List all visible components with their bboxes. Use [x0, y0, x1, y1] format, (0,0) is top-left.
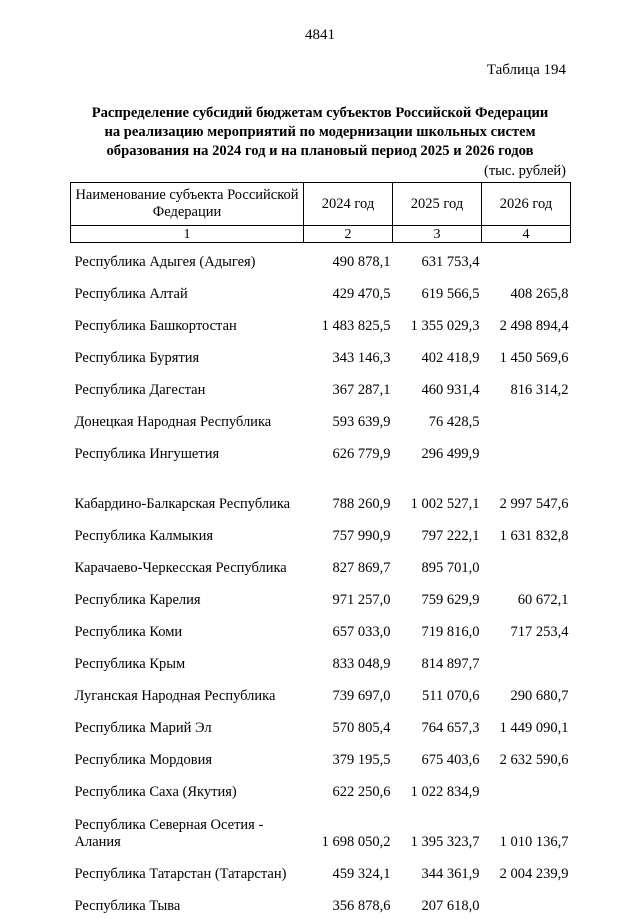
- subject-name-cell: Республика Карелия: [71, 581, 304, 613]
- table-row: [71, 339, 571, 371]
- value-2026-cell: [482, 645, 571, 677]
- subject-name-cell: Республика Саха (Якутия): [71, 773, 304, 805]
- value-2024-cell: 593 639,9: [304, 403, 393, 435]
- value-2026-cell: [482, 887, 571, 919]
- value-2025-cell: 759 629,9: [393, 581, 482, 613]
- table-row: [71, 549, 571, 581]
- value-2025-cell: 1 022 834,9: [393, 773, 482, 805]
- value-2025-cell: 207 618,0: [393, 887, 482, 919]
- subject-name-cell: Республика Дагестан: [71, 371, 304, 403]
- subject-name-cell: Республика Алтай: [71, 275, 304, 307]
- value-2024-cell: 459 324,1: [304, 855, 393, 887]
- value-2025-cell: 296 499,9: [393, 435, 482, 467]
- value-2024-cell: 827 869,7: [304, 549, 393, 581]
- table-row: [71, 307, 571, 339]
- subject-name-cell: Республика Адыгея (Адыгея): [71, 243, 304, 276]
- subject-name-cell: Республика Татарстан (Татарстан): [71, 855, 304, 887]
- subject-name-cell: Республика Марий Эл: [71, 709, 304, 741]
- value-2024-cell: 570 805,4: [304, 709, 393, 741]
- value-2024-cell: 343 146,3: [304, 339, 393, 371]
- title-line: Распределение субсидий бюджетам субъектов Российской Федерации: [60, 104, 580, 123]
- value-2024-cell: 429 470,5: [304, 275, 393, 307]
- value-2025-cell: 631 753,4: [393, 243, 482, 276]
- table-body: [71, 243, 571, 919]
- table-row: [71, 741, 571, 773]
- subject-name-cell: Донецкая Народная Республика: [71, 403, 304, 435]
- subject-name-cell: Республика Ингушетия: [71, 435, 304, 467]
- value-2025-cell: 797 222,1: [393, 517, 482, 549]
- table-row: [71, 887, 571, 919]
- value-2026-cell: 1 631 832,8: [482, 517, 571, 549]
- value-2024-cell: 788 260,9: [304, 467, 393, 517]
- value-2024-cell: 490 878,1: [304, 243, 393, 276]
- value-2025-cell: 719 816,0: [393, 613, 482, 645]
- table-row: [71, 243, 571, 276]
- value-2024-cell: 379 195,5: [304, 741, 393, 773]
- table-label: Таблица 194: [487, 62, 566, 79]
- column-number-row: [71, 226, 571, 243]
- subject-name-cell: Республика Мордовия: [71, 741, 304, 773]
- table-row: [71, 677, 571, 709]
- value-2026-cell: 2 632 590,6: [482, 741, 571, 773]
- table-row: [71, 855, 571, 887]
- value-2026-cell: 717 253,4: [482, 613, 571, 645]
- subject-name-cell: Республика Коми: [71, 613, 304, 645]
- value-2025-cell: 814 897,7: [393, 645, 482, 677]
- header-subject-name: Наименование субъекта Российской Федерации: [71, 183, 304, 226]
- value-2026-cell: 1 450 569,6: [482, 339, 571, 371]
- value-2026-cell: 2 004 239,9: [482, 855, 571, 887]
- value-2024-cell: 356 878,6: [304, 887, 393, 919]
- value-2024-cell: 833 048,9: [304, 645, 393, 677]
- value-2026-cell: 60 672,1: [482, 581, 571, 613]
- subject-name-cell: Луганская Народная Республика: [71, 677, 304, 709]
- table-row: [71, 805, 571, 855]
- table-row: [71, 645, 571, 677]
- value-2025-cell: 764 657,3: [393, 709, 482, 741]
- header-2025: 2025 год: [393, 183, 482, 226]
- page-number: 4841: [0, 27, 640, 44]
- header-2024: 2024 год: [304, 183, 393, 226]
- value-2024-cell: 971 257,0: [304, 581, 393, 613]
- value-2024-cell: 657 033,0: [304, 613, 393, 645]
- value-2026-cell: 1 010 136,7: [482, 805, 571, 855]
- table-row: [71, 403, 571, 435]
- value-2024-cell: 739 697,0: [304, 677, 393, 709]
- table-row: [71, 613, 571, 645]
- subject-name-cell: Республика Крым: [71, 645, 304, 677]
- value-2024-cell: 626 779,9: [304, 435, 393, 467]
- document-title: [60, 104, 580, 161]
- subject-name-cell: Республика Бурятия: [71, 339, 304, 371]
- value-2025-cell: 402 418,9: [393, 339, 482, 371]
- value-2026-cell: 408 265,8: [482, 275, 571, 307]
- value-2025-cell: 76 428,5: [393, 403, 482, 435]
- value-2026-cell: 1 449 090,1: [482, 709, 571, 741]
- value-2026-cell: 290 680,7: [482, 677, 571, 709]
- column-number: 4: [482, 226, 571, 243]
- subject-name-cell: Карачаево-Черкесская Республика: [71, 549, 304, 581]
- value-2026-cell: 2 498 894,4: [482, 307, 571, 339]
- table-row: [71, 709, 571, 741]
- table-header-row: [71, 183, 571, 226]
- value-2026-cell: [482, 549, 571, 581]
- units-label: (тыс. рублей): [484, 163, 566, 180]
- value-2025-cell: 1 355 029,3: [393, 307, 482, 339]
- table-row: [71, 517, 571, 549]
- value-2026-cell: [482, 243, 571, 276]
- header-2026: 2026 год: [482, 183, 571, 226]
- value-2025-cell: 344 361,9: [393, 855, 482, 887]
- column-number: 1: [71, 226, 304, 243]
- subject-name-cell: Республика Калмыкия: [71, 517, 304, 549]
- title-line: на реализацию мероприятий по модернизации школьных систем: [60, 123, 580, 142]
- value-2025-cell: 895 701,0: [393, 549, 482, 581]
- value-2025-cell: 619 566,5: [393, 275, 482, 307]
- subject-name-cell: Кабардино-Балкарская Республика: [71, 467, 304, 517]
- table-row: [71, 275, 571, 307]
- value-2024-cell: 622 250,6: [304, 773, 393, 805]
- subject-name-cell: Республика Башкортостан: [71, 307, 304, 339]
- table-row: [71, 581, 571, 613]
- subsidy-table: [70, 182, 571, 919]
- value-2026-cell: [482, 403, 571, 435]
- subject-name-cell: Республика Северная Осетия - Алания: [71, 805, 304, 855]
- value-2026-cell: [482, 435, 571, 467]
- table-row: [71, 371, 571, 403]
- value-2026-cell: 2 997 547,6: [482, 467, 571, 517]
- value-2025-cell: 1 002 527,1: [393, 467, 482, 517]
- value-2024-cell: 367 287,1: [304, 371, 393, 403]
- value-2025-cell: 675 403,6: [393, 741, 482, 773]
- table-row: [71, 467, 571, 517]
- value-2026-cell: [482, 773, 571, 805]
- column-number: 2: [304, 226, 393, 243]
- value-2026-cell: 816 314,2: [482, 371, 571, 403]
- value-2025-cell: 460 931,4: [393, 371, 482, 403]
- value-2025-cell: 511 070,6: [393, 677, 482, 709]
- value-2025-cell: 1 395 323,7: [393, 805, 482, 855]
- table-row: [71, 773, 571, 805]
- title-line: образования на 2024 год и на плановый период 2025 и 2026 годов: [60, 142, 580, 161]
- value-2024-cell: 1 483 825,5: [304, 307, 393, 339]
- subject-name-cell: Республика Тыва: [71, 887, 304, 919]
- table-row: [71, 435, 571, 467]
- column-number: 3: [393, 226, 482, 243]
- value-2024-cell: 757 990,9: [304, 517, 393, 549]
- value-2024-cell: 1 698 050,2: [304, 805, 393, 855]
